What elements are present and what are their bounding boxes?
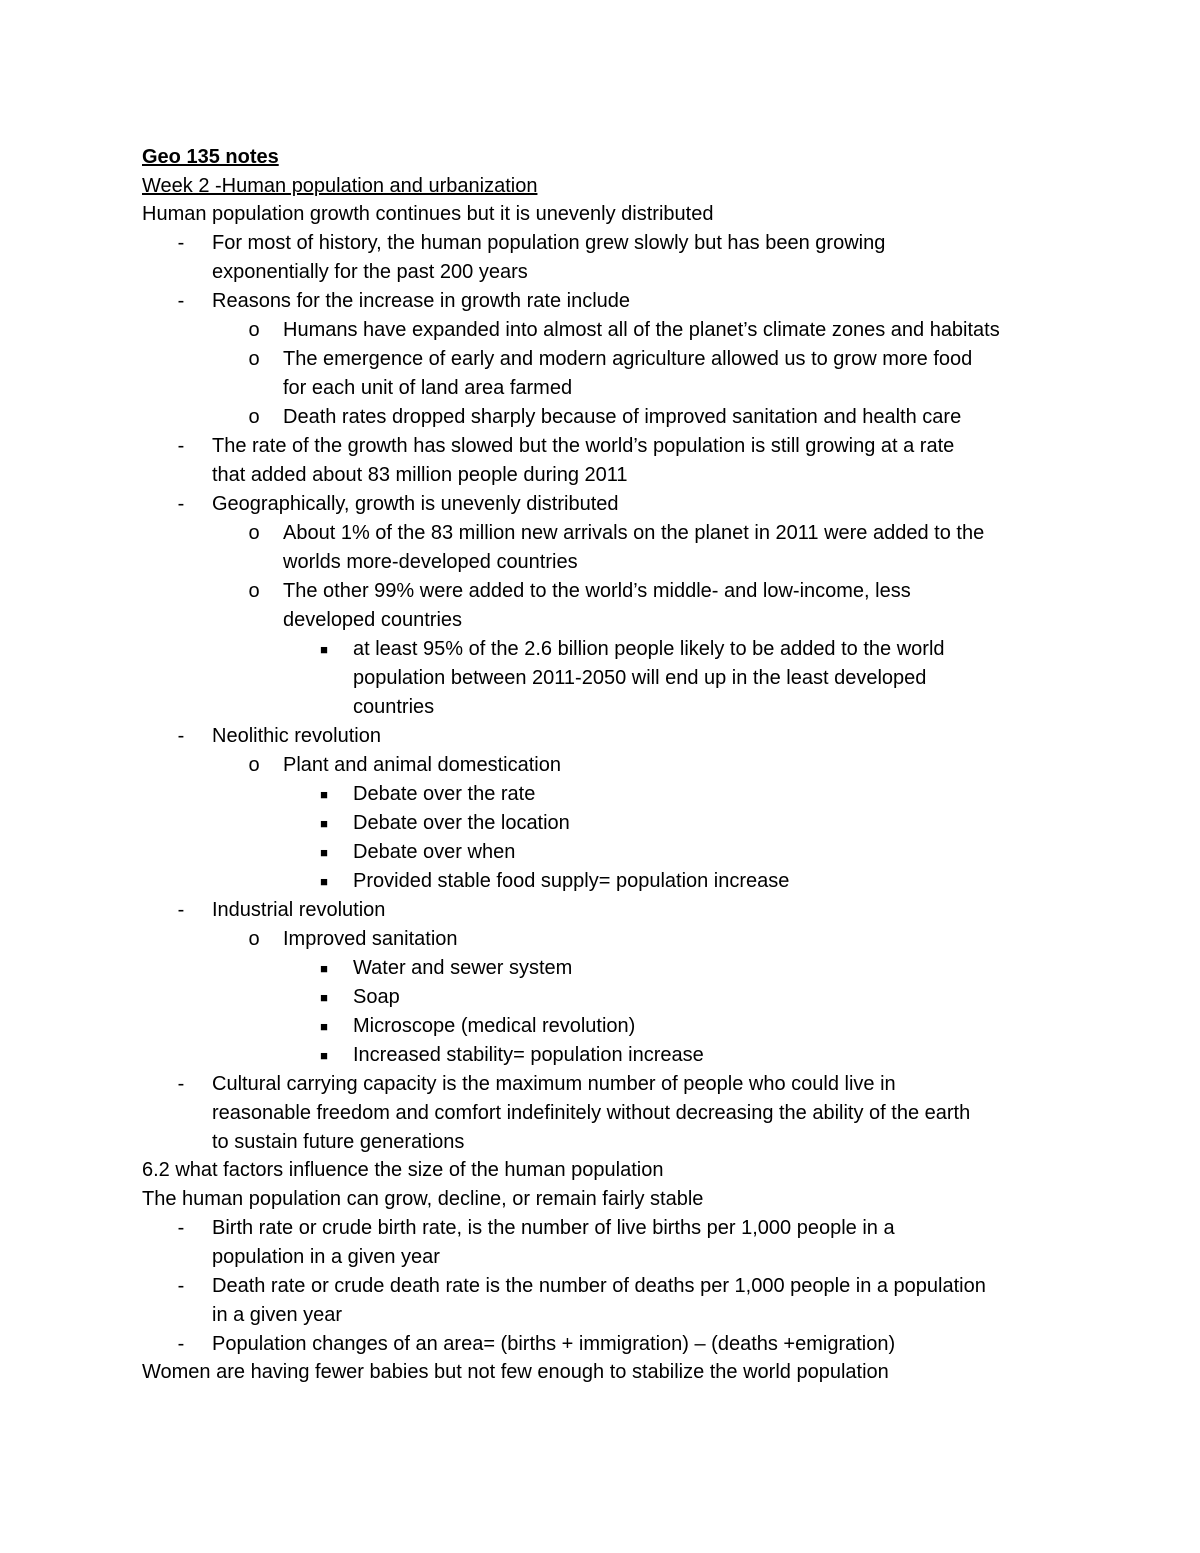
sub-list-item-continuation: worlds more-developed countries (283, 551, 578, 573)
square-bullet-marker: ■ (320, 1048, 328, 1063)
list-item: Neolithic revolution (212, 725, 381, 747)
square-bullet-marker: ■ (320, 816, 328, 831)
dash-bullet-marker: - (177, 435, 185, 457)
dash-bullet-marker: - (177, 1275, 185, 1297)
square-bullet-marker: ■ (320, 961, 328, 976)
sub-sub-list-item: Debate over the location (353, 812, 570, 834)
section-heading: Human population growth continues but it is unevenly distributed (142, 203, 714, 225)
list-item-continuation: that added about 83 million people during 2011 (212, 464, 628, 486)
list-item-continuation: to sustain future generations (212, 1131, 465, 1153)
square-bullet-marker: ■ (320, 990, 328, 1005)
list-item: Death rate or crude death rate is the number of deaths per 1,000 people in a population (212, 1275, 986, 1297)
sub-list-item: Improved sanitation (283, 928, 458, 950)
list-item: For most of history, the human population grew slowly but has been growing (212, 232, 886, 254)
sub-list-item: Death rates dropped sharply because of improved sanitation and health care (283, 406, 962, 428)
sub-sub-list-item-continuation: population between 2011-2050 will end up in the least developed (353, 667, 927, 689)
sub-list-item-continuation: developed countries (283, 609, 463, 631)
sub-sub-list-item: Microscope (medical revolution) (353, 1015, 636, 1037)
square-bullet-marker: ■ (320, 874, 328, 889)
circle-bullet-marker: o (248, 406, 260, 428)
list-item-continuation: population in a given year (212, 1246, 440, 1268)
sub-list-item: The emergence of early and modern agriculture allowed us to grow more food (283, 348, 973, 370)
circle-bullet-marker: o (248, 580, 260, 602)
sub-sub-list-item: Increased stability= population increase (353, 1044, 704, 1066)
list-item: Geographically, growth is unevenly distributed (212, 493, 619, 515)
dash-bullet-marker: - (177, 899, 185, 921)
dash-bullet-marker: - (177, 725, 185, 747)
square-bullet-marker: ■ (320, 845, 328, 860)
sub-sub-list-item-continuation: countries (353, 696, 435, 718)
dash-bullet-marker: - (177, 493, 185, 515)
list-item-continuation: exponentially for the past 200 years (212, 261, 528, 283)
dash-bullet-marker: - (177, 1333, 185, 1355)
section-heading: 6.2 what factors influence the size of the human population (142, 1159, 664, 1181)
sub-sub-list-item: Water and sewer system (353, 957, 573, 979)
square-bullet-marker: ■ (320, 642, 328, 657)
list-item: The rate of the growth has slowed but the world’s population is still growing at a rate (212, 435, 955, 457)
list-item: Birth rate or crude birth rate, is the number of live births per 1,000 people in a (212, 1217, 895, 1239)
circle-bullet-marker: o (248, 928, 260, 950)
square-bullet-marker: ■ (320, 1019, 328, 1034)
sub-sub-list-item: Provided stable food supply= population increase (353, 870, 790, 892)
list-item: Population changes of an area= (births + immigration) – (deaths +emigration) (212, 1333, 896, 1355)
sub-list-item: Plant and animal domestication (283, 754, 561, 776)
paragraph: The human population can grow, decline, or remain fairly stable (142, 1188, 704, 1210)
dash-bullet-marker: - (177, 1217, 185, 1239)
dash-bullet-marker: - (177, 232, 185, 254)
document-title: Geo 135 notes (142, 146, 279, 168)
sub-list-item: Humans have expanded into almost all of the planet’s climate zones and habitats (283, 319, 1000, 341)
circle-bullet-marker: o (248, 522, 260, 544)
sub-sub-list-item: Debate over when (353, 841, 516, 863)
circle-bullet-marker: o (248, 348, 260, 370)
sub-list-item-continuation: for each unit of land area farmed (283, 377, 573, 399)
list-item: Cultural carrying capacity is the maximum number of people who could live in (212, 1073, 896, 1095)
circle-bullet-marker: o (248, 754, 260, 776)
list-item-continuation: reasonable freedom and comfort indefinitely without decreasing the ability of the earth (212, 1102, 971, 1124)
sub-sub-list-item: Debate over the rate (353, 783, 536, 805)
sub-list-item: The other 99% were added to the world’s middle- and low-income, less (283, 580, 911, 602)
list-item: Reasons for the increase in growth rate include (212, 290, 631, 312)
dash-bullet-marker: - (177, 290, 185, 312)
dash-bullet-marker: - (177, 1073, 185, 1095)
paragraph: Women are having fewer babies but not few enough to stabilize the world population (142, 1361, 889, 1383)
sub-sub-list-item: Soap (353, 986, 400, 1008)
list-item: Industrial revolution (212, 899, 386, 921)
list-item-continuation: in a given year (212, 1304, 343, 1326)
square-bullet-marker: ■ (320, 787, 328, 802)
sub-list-item: About 1% of the 83 million new arrivals on the planet in 2011 were added to the (283, 522, 985, 544)
circle-bullet-marker: o (248, 319, 260, 341)
sub-sub-list-item: at least 95% of the 2.6 billion people likely to be added to the world (353, 638, 945, 660)
document-subtitle: Week 2 -Human population and urbanization (142, 175, 538, 197)
